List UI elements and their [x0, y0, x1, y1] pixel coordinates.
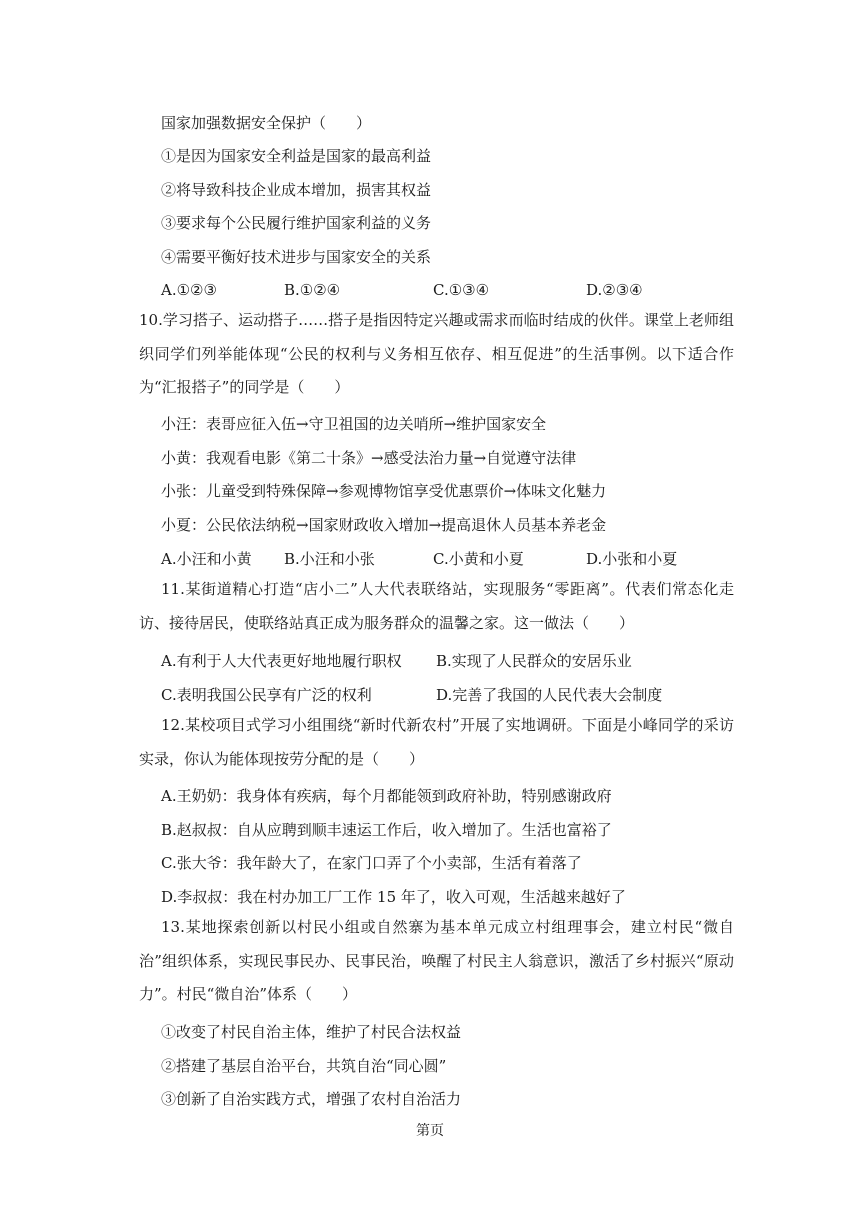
q12-stem: 12.某校项目式学习小组围绕“新时代新农村”开展了实地调研。下面是小峰同学的采访实录，你认为能体现按劳分配的是（ ） [139, 716, 734, 768]
q11-option-c: C.表明我国公民享有广泛的权利 [161, 686, 372, 704]
q9-item-2: ②将导致科技企业成本增加，损害其权益 [161, 181, 432, 199]
q9-item-3: ③要求每个公民履行维护国家利益的义务 [161, 214, 432, 232]
q10-option-c: C.小黄和小夏 [433, 550, 524, 568]
q10-option-b: B.小汪和小张 [284, 550, 375, 568]
q10-option-d: D.小张和小夏 [586, 550, 678, 568]
q12-option-c: C.张大爷：我年龄大了，在家门口弄了个小卖部，生活有着落了 [161, 854, 582, 872]
q11-option-d: D.完善了我国的人民代表大会制度 [436, 686, 663, 704]
q13-item-2: ②搭建了基层自治平台，共筑自治“同心圆” [161, 1057, 447, 1075]
q13-item-3: ③创新了自治实践方式，增强了农村自治活力 [161, 1090, 462, 1108]
page-footer: 第页 [416, 1123, 444, 1139]
q9-option-a: A.①②③ [161, 281, 217, 299]
q10-option-a: A.小汪和小黄 [161, 550, 252, 568]
q13-stem: 13.某地探索创新以村民小组或自然寨为基本单元成立村组理事会，建立村民“微自治”组织体系，实现民事民办、民事民治，唤醒了村民主人翁意识，激活了乡村振兴“原动力”。村民“微自治”体系（ ） [139, 918, 734, 1003]
q9-option-b: B.①②④ [284, 281, 341, 299]
q9-option-c: C.①③④ [433, 281, 490, 299]
q10-item-1: 小汪：表哥应征入伍→守卫祖国的边关哨所→维护国家安全 [161, 415, 547, 433]
q11-option-b: B.实现了人民群众的安居乐业 [436, 652, 632, 670]
q11-option-a: A.有利于人大代表更好地地履行职权 [161, 652, 402, 670]
q11-stem: 11.某街道精心打造“店小二”人大代表联络站，实现服务“零距离”。代表们常态化走访、接待居民，使联络站真正成为服务群众的温馨之家。这一做法（ ） [139, 580, 734, 632]
q12-option-d: D.李叔叔：我在村办加工厂工作 15 年了，收入可观，生活越来越好了 [161, 888, 626, 906]
q9-item-4: ④需要平衡好技术进步与国家安全的关系 [161, 248, 432, 266]
q10-item-2: 小黄：我观看电影《第二十条》→感受法治力量→自觉遵守法律 [161, 449, 577, 467]
q12-option-a: A.王奶奶：我身体有疾病，每个月都能领到政府补助，特别感谢政府 [161, 787, 612, 805]
q10-item-4: 小夏：公民依法纳税→国家财政收入增加→提高退休人员基本养老金 [161, 516, 607, 534]
q10-stem: 10.学习搭子、运动搭子……搭子是指因特定兴趣或需求而临时结成的伙伴。课堂上老师组织同学们列举能体现“公民的权利与义务相互依存、相互促进”的生活事例。以下适合作为“汇报搭子”的同学是（ ） [139, 311, 734, 396]
q9-item-1: ①是因为国家安全利益是国家的最高利益 [161, 147, 432, 165]
q9-option-d: D.②③④ [586, 281, 643, 299]
q12-option-b: B.赵叔叔：自从应聘到顺丰速运工作后，收入增加了。生活也富裕了 [161, 821, 612, 839]
q13-item-1: ①改变了村民自治主体，维护了村民合法权益 [161, 1023, 462, 1041]
q10-item-3: 小张：儿童受到特殊保障→参观博物馆享受优惠票价→体味文化魅力 [161, 482, 607, 500]
q9-stem: 国家加强数据安全保护（ ） [161, 114, 372, 132]
